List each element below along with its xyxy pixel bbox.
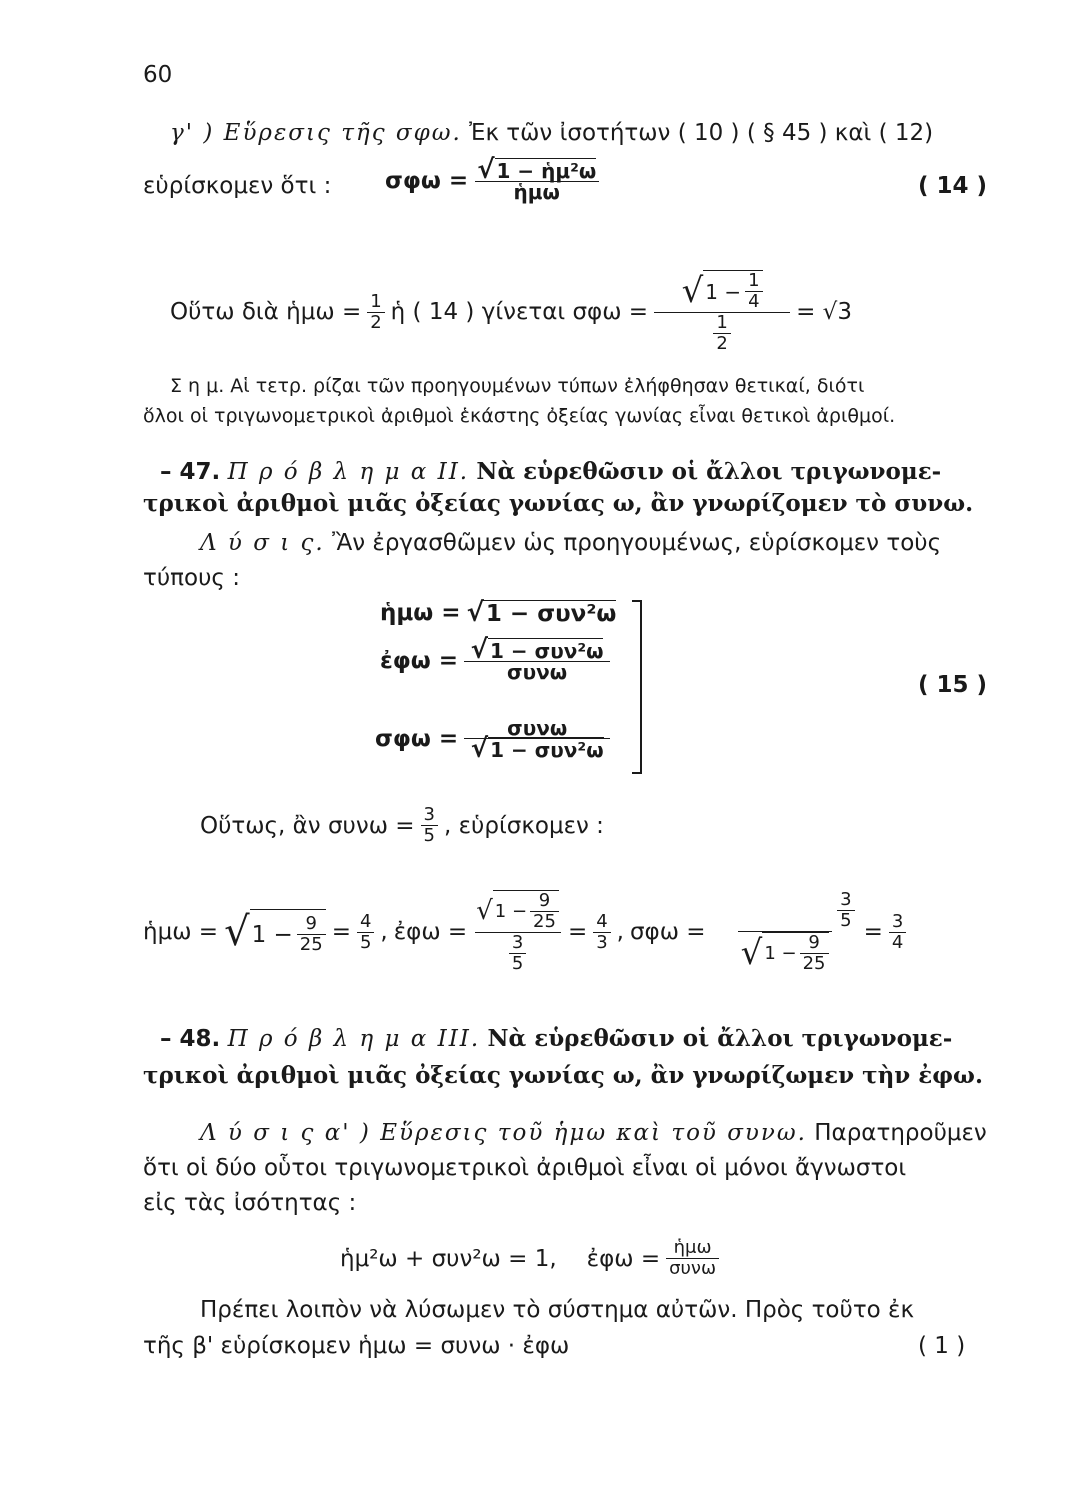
- formula-14-lhs: σφω =: [385, 168, 469, 194]
- lysis-48-label: Λ ύ σ ι ς α' ) Εὕρεσις τοῦ ἡμω καὶ τοῦ συνω.: [200, 1120, 807, 1146]
- example-text: Οὕτω διὰ ἡμω =: [170, 299, 362, 325]
- ex-den: 5: [421, 825, 438, 846]
- f3-denominator: 1 − συν²ω: [490, 738, 604, 762]
- sfw-3-4: [889, 912, 906, 953]
- problem-47-title-2: τρικοὶ ἀριθμοὶ μιᾶς ὀξείας γωνίας ω, ἂν γνωρίζομεν τὸ συνω.: [143, 490, 974, 517]
- final-line1: Πρέπει λοιπὸν νὰ λύσωμεν τὸ σύστημα αὐτῶν. Πρὸς τοῦτο ἐκ: [200, 1297, 915, 1323]
- f3-numerator: συνω: [507, 716, 568, 740]
- hmw-4-5: [357, 912, 374, 953]
- eq-tag-15: ( 15 ): [918, 672, 988, 698]
- result-sfw-lhs: σφω =: [629, 919, 706, 945]
- results-row: ἡμω = √ 1 − $\frac{9}{25}$ = $\frac{4}{5}$ , ἐφω = √ 1 − $\frac{9}{25}$ $\frac{3}{5}$ = $\frac{4}{3}$ , σφω = $\frac{3}{5}$ √ 1 − $\frac{9}{25}$ = $\frac{3}{4}$: [143, 890, 906, 974]
- sqrt3-fraction: √ 1 − $\frac{1}{4}$ $\frac{1}{2}$: [654, 270, 790, 354]
- result-efw-lhs: ἐφω =: [393, 919, 468, 945]
- n4c: 4: [889, 932, 906, 953]
- half-den: 2: [367, 312, 384, 333]
- lysis-48-text2: ὅτι οἱ δύο οὗτοι τριγωνομετρικοὶ ἀριθμοὶ εἶναι οἱ μόνοι ἄγνωστοι: [143, 1155, 907, 1181]
- final-line2: τῆς β' εὑρίσκομεν ἡμω = συνω · ἐφω: [143, 1333, 570, 1359]
- formula-14-fraction: $\frac{\text{√ 1 − ἡμ²ω}}{\text{ἡμω}}$: [474, 160, 599, 202]
- sqrt3-den-half: [713, 313, 730, 354]
- f1-lhs: ἡμω =: [380, 600, 461, 626]
- quarter-num: 1: [748, 270, 760, 291]
- n25a: 25: [297, 934, 326, 955]
- problem-48-title-2: τρικοὶ ἀριθμοὶ μιᾶς ὀξείας γωνίας ω, ἂν γνωρίζωμεν τὴν ἐφω.: [143, 1062, 983, 1089]
- n9c: 9: [808, 932, 820, 953]
- problem-48-label: Π ρ ό β λ η μ α ΙΙΙ.: [227, 1026, 481, 1052]
- lysis-47-text: Ἂν ἐργασθῶμεν ὡς προηγουμένως, εὑρίσκομεν τοὺς: [332, 530, 942, 556]
- note-line1: Σ η μ. Αἱ τετρ. ρίζαι τῶν προηγουμένων τύπων ἐλήφθησαν θετικαί, διότι: [170, 375, 865, 397]
- efw-one-minus: 1 −: [494, 900, 528, 922]
- section-g-lead: εὑρίσκομεν ὅτι :: [143, 173, 332, 199]
- n25c: 25: [800, 953, 829, 974]
- comma-b: ,: [616, 919, 624, 945]
- ex-fraction: [421, 805, 438, 846]
- lysis-47-label: Λ ύ σ ι ς.: [200, 530, 325, 556]
- n5b: 5: [509, 953, 526, 974]
- hmw-9-25: [297, 914, 326, 955]
- eq-tag-1: ( 1 ): [918, 1333, 966, 1359]
- sfw-one-minus: 1 −: [764, 942, 797, 964]
- example-mid: ἡ ( 14 ) γίνεται σφω =: [390, 299, 649, 325]
- formula-14-numerator: 1 − ἡμ²ω: [496, 159, 597, 183]
- section-g-label: γ' ) Εὕρεσις τῆς σφω.: [170, 120, 462, 146]
- section-g-heading: [170, 120, 933, 146]
- efw-4-3: [593, 912, 610, 953]
- comma-a: ,: [380, 919, 388, 945]
- problem-48-number: – 48.: [160, 1026, 221, 1052]
- f2-numerator: 1 − συν²ω: [490, 639, 604, 663]
- n9a: 9: [305, 913, 317, 934]
- lysis-48-text1: Παρατηροῦμεν: [814, 1120, 987, 1146]
- n3a: 3: [511, 932, 524, 953]
- hmw-one-minus: 1 −: [251, 921, 293, 948]
- f3-lhs: σφω =: [375, 726, 459, 752]
- quarter-den: 4: [745, 291, 762, 312]
- eq-tag-14: ( 14 ): [918, 173, 988, 199]
- formula-14-denominator: ἡμω: [475, 181, 599, 202]
- n4a: 4: [359, 910, 372, 932]
- problem-47-lysis: [200, 530, 941, 556]
- f2-lhs: ἐφω =: [380, 648, 459, 674]
- ex-text: Οὕτως, ἂν συνω =: [200, 812, 415, 839]
- n5a: 5: [357, 932, 374, 953]
- problem-48-lysis: [200, 1120, 987, 1146]
- den-half-num: 1: [716, 312, 728, 333]
- efw-fraction: √ 1 − $\frac{9}{25}$ $\frac{3}{5}$: [473, 890, 562, 974]
- ex-num: 3: [423, 804, 435, 825]
- system-eq2-lhs: ἐφω =: [586, 1245, 661, 1272]
- eq-b: =: [567, 919, 588, 945]
- sqrt3-result: = √3: [796, 299, 852, 325]
- problem-47-heading: [160, 458, 941, 485]
- formula-15-efw: [380, 635, 610, 684]
- n9b: 9: [538, 890, 551, 911]
- f1-radicand: 1 − συν²ω: [485, 601, 617, 627]
- sqrt3-one-minus: 1 −: [705, 279, 742, 304]
- section-g-text: Ἐκ τῶν ἰσοτήτων ( 10 ) ( § 45 ) καὶ ( 12): [469, 120, 934, 146]
- problem-47-example: [200, 805, 604, 846]
- formula-15-sfw: [375, 716, 610, 764]
- half-num: 1: [370, 290, 382, 312]
- n3c: 3: [840, 889, 852, 910]
- ex-tail: , εὑρίσκομεν :: [444, 812, 604, 839]
- example-half: [367, 292, 384, 333]
- problem-47-label: Π ρ ό β λ η μ α ΙΙ.: [227, 459, 470, 485]
- system-eq1: ἡμ²ω + συν²ω = 1,: [340, 1245, 557, 1272]
- den-half-den: 2: [713, 333, 730, 354]
- problem-47-title-1: Νὰ εὑρεθῶσιν οἱ ἄλλοι τριγωνομε-: [476, 458, 942, 485]
- section-g-example: [170, 270, 852, 354]
- problem-48-title-1: Νὰ εὑρεθῶσιν οἱ ἄλλοι τριγωνομε-: [487, 1025, 953, 1052]
- problem-48-heading: [160, 1025, 952, 1052]
- n3d: 3: [891, 910, 904, 932]
- result-hmw-lhs: ἡμω =: [143, 919, 219, 945]
- problem-47-number: – 47.: [160, 459, 221, 485]
- f3-fraction: $\frac{\text{συνω}}{\text{√ 1 − συν²ω}}$: [464, 718, 610, 760]
- f2-denominator: συνω: [464, 661, 610, 682]
- system-equations: [340, 1238, 719, 1279]
- formula-15-brace: [632, 600, 642, 774]
- quarter: [745, 271, 762, 312]
- page-number: 60: [143, 62, 173, 88]
- n3b: 3: [593, 932, 610, 953]
- f2-fraction: $\frac{\text{√ 1 − συν²ω}}{\text{συνω}}$: [464, 640, 610, 682]
- n4b: 4: [596, 910, 608, 932]
- n5c: 5: [837, 910, 854, 931]
- eq-c: =: [863, 919, 883, 945]
- system-eq2-num: ἡμω: [673, 1237, 712, 1258]
- formula-14: [385, 155, 599, 204]
- formula-15-hmw: ἡμω = √1 − συν²ω: [380, 598, 617, 628]
- eq-a: =: [331, 919, 351, 945]
- note-line2: ὅλοι οἱ τριγωνομετρικοὶ ἀριθμοὶ ἑκάστης ὀξείας γωνίας εἶναι θετικοὶ ἀριθμοί.: [143, 405, 896, 427]
- n25b: 25: [530, 911, 559, 932]
- lysis-47-text2: τύπους :: [143, 565, 240, 591]
- system-eq2-fraction: [666, 1238, 719, 1279]
- sfw-fraction: $\frac{3}{5}$ √ 1 − $\frac{9}{25}$: [712, 890, 858, 974]
- lysis-48-text3: εἰς τὰς ἰσότητας :: [143, 1190, 357, 1216]
- system-eq2-den: συνω: [666, 1258, 719, 1279]
